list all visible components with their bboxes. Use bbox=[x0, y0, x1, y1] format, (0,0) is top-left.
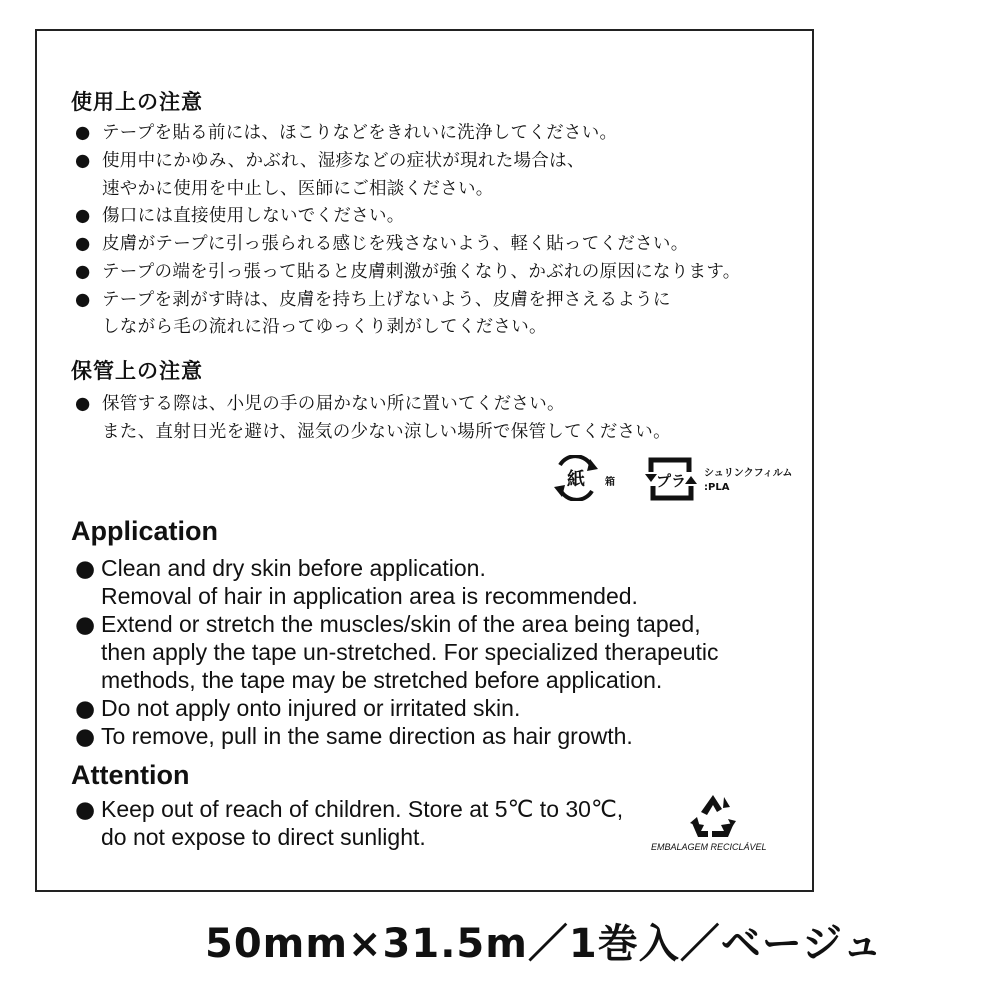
plastic-mark-char: プラ bbox=[655, 472, 687, 490]
storage-item-1 bbox=[75, 390, 565, 415]
usage-text: テープを貼る前には、ほこりなどをきれいに洗浄してください。 bbox=[102, 123, 618, 143]
attention-item-1 bbox=[75, 796, 623, 823]
recycle-label: EMBALAGEM RECICLÁVEL bbox=[651, 842, 767, 852]
application-item-3 bbox=[75, 695, 520, 722]
application-item-2-cont: then apply the tape un-stretched. For specialized therapeutic bbox=[101, 639, 719, 665]
application-text: Do not apply onto injured or irritated skin. bbox=[101, 695, 521, 721]
attention-item-1-cont: do not expose to direct sunlight. bbox=[101, 824, 426, 850]
application-item-2 bbox=[75, 611, 701, 638]
recycle-icon bbox=[688, 793, 738, 839]
bullet: ● bbox=[75, 290, 91, 310]
usage-item-4 bbox=[75, 230, 689, 255]
application-text: Extend or stretch the muscles/skin of the area being taped, bbox=[101, 611, 701, 637]
usage-item-5 bbox=[75, 258, 741, 283]
plastic-mark-label-2: :PLA bbox=[704, 482, 730, 493]
bullet: ● bbox=[75, 151, 91, 171]
usage-item-6-cont: しながら毛の流れに沿ってゆっくり剥がしてください。 bbox=[102, 317, 547, 337]
attention-text: Keep out of reach of children. Store at 5℃ to 30℃, bbox=[101, 796, 624, 822]
usage-text: 使用中にかゆみ、かぶれ、湿疹などの症状が現れた場合は、 bbox=[102, 151, 585, 171]
bullet: ● bbox=[75, 724, 96, 750]
application-text: Clean and dry skin before application. bbox=[101, 555, 486, 581]
storage-item-1-cont: また、直射日光を避け、湿気の少ない涼しい場所で保管してください。 bbox=[102, 422, 671, 442]
paper-recycle-icon bbox=[552, 455, 600, 501]
bullet: ● bbox=[75, 556, 96, 582]
usage-text: テープの端を引っ張って貼ると皮膚刺激が強くなり、かぶれの原因になります。 bbox=[102, 262, 741, 282]
bullet: ● bbox=[75, 394, 91, 414]
application-title: Application bbox=[71, 516, 218, 546]
usage-item-3 bbox=[75, 202, 405, 227]
bullet: ● bbox=[75, 123, 91, 143]
usage-item-2-cont: 速やかに使用を中止し、医師にご相談ください。 bbox=[102, 179, 494, 199]
bullet: ● bbox=[75, 262, 91, 282]
usage-title: 使用上の注意 bbox=[71, 90, 203, 114]
bullet: ● bbox=[75, 797, 96, 823]
application-text: To remove, pull in the same direction as hair growth. bbox=[101, 723, 633, 749]
bullet: ● bbox=[75, 696, 96, 722]
usage-text: テープを剥がす時は、皮膚を持ち上げないよう、皮膚を押さえるように bbox=[102, 290, 671, 310]
application-item-2-cont2: methods, the tape may be stretched before application. bbox=[101, 667, 663, 693]
product-spec: 50mm×31.5m／1巻入／ベージュ bbox=[205, 921, 884, 967]
storage-title: 保管上の注意 bbox=[71, 359, 203, 383]
usage-text: 傷口には直接使用しないでください。 bbox=[102, 206, 405, 226]
bullet: ● bbox=[75, 206, 91, 226]
usage-item-1 bbox=[75, 119, 617, 144]
application-item-4 bbox=[75, 723, 633, 750]
bullet: ● bbox=[75, 612, 96, 638]
usage-item-6 bbox=[75, 286, 671, 311]
application-item-1 bbox=[75, 555, 486, 582]
storage-text: 保管する際は、小児の手の届かない所に置いてください。 bbox=[102, 394, 565, 414]
plastic-mark-label-1: シュリンクフィルム bbox=[704, 468, 793, 479]
attention-title: Attention bbox=[71, 760, 190, 790]
paper-mark-char: 紙 bbox=[567, 469, 585, 490]
usage-item-2 bbox=[75, 147, 585, 172]
paper-mark-label: 箱 bbox=[605, 477, 615, 488]
usage-text: 皮膚がテープに引っ張られる感じを残さないよう、軽く貼ってください。 bbox=[102, 234, 689, 254]
plastic-recycle-icon bbox=[645, 454, 697, 504]
bullet: ● bbox=[75, 234, 91, 254]
application-item-1-cont: Removal of hair in application area is recommended. bbox=[101, 583, 638, 609]
